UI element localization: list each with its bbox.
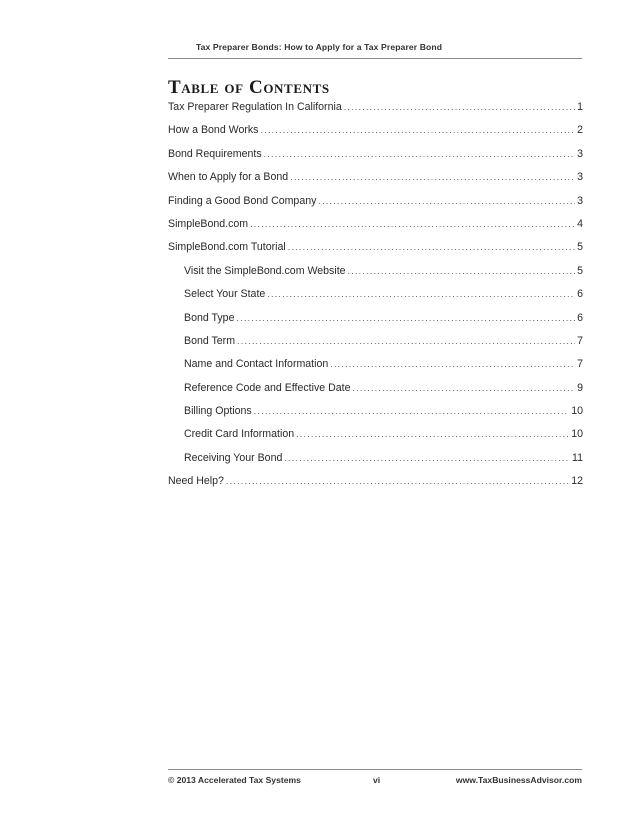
footer-divider — [168, 769, 582, 770]
toc-entry-title: Name and Contact Information — [184, 358, 329, 371]
toc-dot-leader — [237, 336, 575, 346]
toc-dot-leader — [348, 266, 576, 276]
toc-entry-title: When to Apply for a Bond — [168, 171, 289, 184]
toc-entry-title: Receiving Your Bond — [184, 451, 283, 464]
toc-entry-title: Finding a Good Bond Company — [168, 194, 317, 207]
toc-dot-leader — [290, 172, 575, 182]
toc-entry-page-number: 10 — [571, 405, 583, 418]
toc-dot-leader — [260, 125, 575, 135]
header-divider — [168, 58, 582, 59]
toc-entry-title: Billing Options — [184, 405, 252, 418]
toc-entry[interactable] — [168, 124, 583, 147]
toc-entry[interactable] — [168, 452, 583, 475]
toc-entry-title: Bond Term — [184, 334, 236, 347]
toc-entry-page-number: 5 — [577, 241, 583, 254]
toc-entry[interactable] — [168, 195, 583, 218]
toc-dot-leader — [250, 219, 575, 229]
toc-entry-page-number: 5 — [577, 264, 583, 277]
toc-entry[interactable] — [168, 312, 583, 335]
toc-entry-page-number: 10 — [571, 428, 583, 441]
toc-entry-page-number: 3 — [577, 147, 583, 160]
toc-dot-leader — [264, 149, 575, 159]
toc-entry[interactable] — [168, 288, 583, 311]
toc-entry-page-number: 7 — [577, 334, 583, 347]
toc-dot-leader — [296, 429, 569, 439]
toc-dot-leader — [254, 406, 569, 416]
footer-website-link[interactable]: www.TaxBusinessAdvisor.com — [455, 775, 582, 785]
toc-dot-leader — [330, 359, 575, 369]
toc-entry-title: Tax Preparer Regulation In California — [168, 101, 342, 113]
toc-entry[interactable] — [168, 382, 583, 405]
toc-entry-title: Reference Code and Effective Date — [184, 381, 351, 394]
toc-entry[interactable] — [168, 428, 583, 451]
toc-entry[interactable] — [168, 358, 583, 381]
toc-entry-title: How a Bond Works — [168, 124, 259, 137]
toc-entry[interactable] — [168, 265, 583, 288]
toc-entry-title: Select Your State — [184, 288, 266, 301]
toc-entry[interactable] — [168, 171, 583, 194]
toc-entry-page-number: 2 — [577, 124, 583, 137]
footer-copyright: © 2013 Accelerated Tax Systems — [168, 775, 301, 785]
toc-entry[interactable] — [168, 148, 583, 171]
footer-page-number: vi — [373, 775, 381, 785]
toc-entry-title: Credit Card Information — [184, 428, 295, 441]
toc-entry[interactable] — [168, 335, 583, 358]
running-header: Tax Preparer Bonds: How to Apply for a Tax Preparer Bond — [195, 42, 443, 52]
toc-entry[interactable] — [168, 405, 583, 428]
toc-dot-leader — [284, 453, 570, 463]
toc-entry-title: Visit the SimpleBond.com Website — [184, 264, 346, 277]
toc-entry-page-number: 12 — [571, 475, 583, 488]
toc-dot-leader — [236, 313, 575, 323]
toc-dot-leader — [226, 476, 569, 486]
toc-entry[interactable] — [168, 475, 583, 498]
toc-entry-page-number: 3 — [577, 171, 583, 184]
toc-dot-leader — [288, 242, 575, 252]
toc-dot-leader — [344, 102, 575, 112]
toc-entry-title: SimpleBond.com Tutorial — [168, 241, 286, 254]
toc-entry-title: SimpleBond.com — [168, 217, 249, 230]
toc-entry-title: Need Help? — [168, 475, 224, 488]
toc-heading: Table of Contents — [168, 77, 330, 98]
toc-entry-page-number: 6 — [577, 288, 583, 301]
toc-entry-page-number: 4 — [577, 217, 583, 230]
toc-entry-page-number: 7 — [577, 358, 583, 371]
toc-entry-title: Bond Requirements — [168, 147, 262, 160]
toc-dot-leader — [318, 196, 575, 206]
toc-entry-page-number: 3 — [577, 194, 583, 207]
toc-entry-page-number: 11 — [572, 451, 583, 464]
toc-entry[interactable] — [168, 241, 583, 264]
toc-entry-page-number: 6 — [577, 311, 583, 324]
toc-entry-title: Bond Type — [184, 311, 235, 324]
toc-entry[interactable] — [168, 218, 583, 241]
toc-dot-leader — [267, 289, 575, 299]
toc-entry-page-number: 9 — [577, 381, 583, 394]
toc-entry-page-number: 1 — [577, 101, 583, 113]
table-of-contents — [168, 101, 583, 499]
page-footer — [168, 775, 582, 789]
toc-dot-leader — [352, 383, 575, 393]
toc-entry[interactable] — [168, 101, 583, 124]
